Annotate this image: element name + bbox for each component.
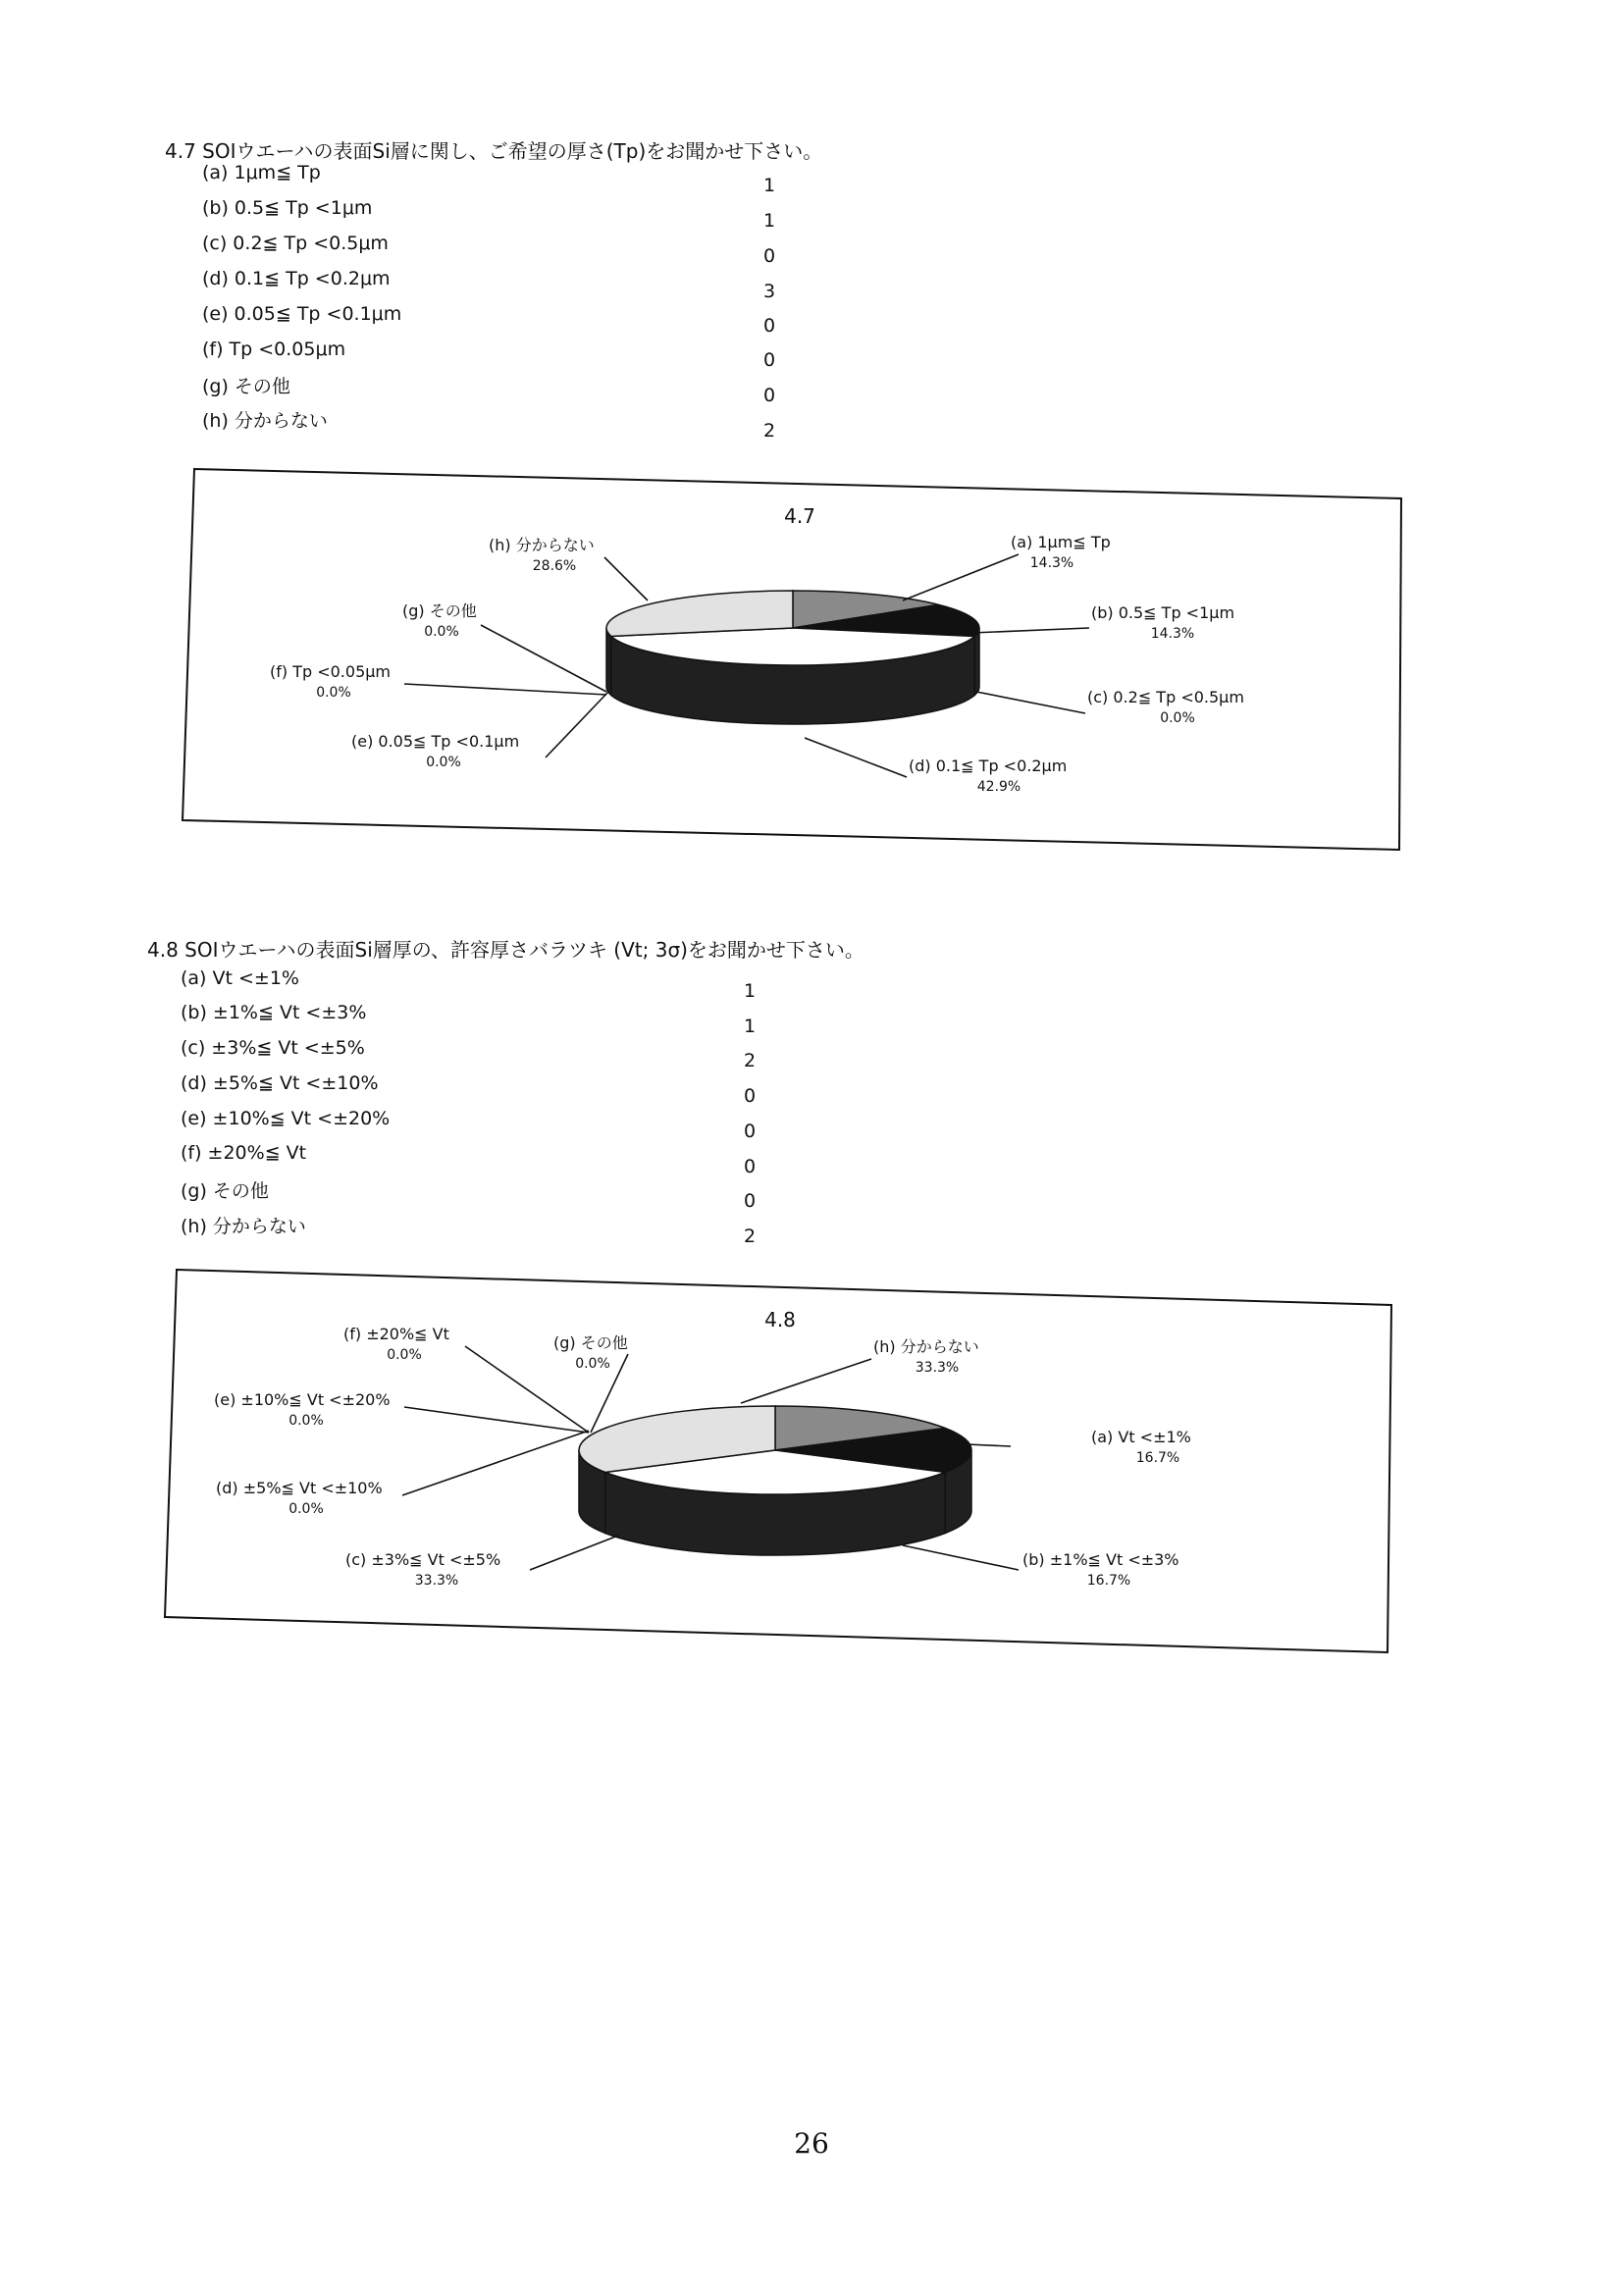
list-item: (c) 0.2≦ Tp <0.5μm [202, 233, 389, 254]
question-4-8-title: 4.8 SOIウエーハの表面Si層厚の、許容厚さバラツキ (Vt; 3σ)をお聞かせ下さい。 [147, 938, 864, 962]
list-item: (f) Tp <0.05μm [202, 339, 346, 360]
slice-percent: 0.0% [575, 1356, 610, 1372]
slice-label: (d) 0.1≦ Tp <0.2μm [909, 757, 1068, 775]
slice-label: (a) Vt <±1% [1091, 1428, 1191, 1446]
slice-percent: 0.0% [426, 755, 461, 770]
page-number: 26 [794, 2127, 829, 2160]
option-count: 0 [762, 245, 776, 267]
list-item: (b) ±1%≦ Vt <±3% [181, 1002, 367, 1023]
option-count: 0 [762, 315, 776, 337]
slice-percent: 0.0% [424, 624, 459, 640]
list-item: (f) ±20%≦ Vt [181, 1142, 307, 1164]
pie-slice-8 [606, 591, 793, 636]
slice-label: (b) ±1%≦ Vt <±3% [1022, 1550, 1179, 1569]
slice-label: (h) 分からない [489, 536, 595, 554]
option-count: 2 [743, 1050, 757, 1071]
slice-label: (f) Tp <0.05μm [270, 662, 392, 681]
slice-label: (g) その他 [402, 601, 477, 620]
option-count: 0 [743, 1121, 757, 1142]
leader-line-4 [805, 738, 907, 777]
option-count: 0 [762, 349, 776, 371]
leader-line-1 [967, 1444, 1011, 1446]
slice-percent: 33.3% [414, 1573, 459, 1589]
list-item: (g) その他 [202, 376, 290, 397]
leader-line-6 [465, 1346, 589, 1433]
leader-line-8 [604, 557, 648, 600]
slice-percent: 0.0% [1160, 710, 1195, 726]
option-count: 3 [762, 281, 776, 302]
leader-line-2 [903, 1545, 1019, 1570]
slice-label: (e) ±10%≦ Vt <±20% [214, 1390, 391, 1409]
list-item: (c) ±3%≦ Vt <±5% [181, 1037, 365, 1059]
list-item: (b) 0.5≦ Tp <1μm [202, 197, 373, 219]
option-count: 2 [762, 420, 776, 442]
list-item: (h) 分からない [202, 410, 328, 432]
leader-line-6 [404, 684, 606, 695]
option-count: 1 [743, 980, 757, 1002]
list-item: (a) 1μm≦ Tp [202, 162, 321, 183]
option-count: 1 [762, 210, 776, 232]
slice-label: (c) ±3%≦ Vt <±5% [345, 1550, 501, 1569]
question-4-7-title: 4.7 SOIウエーハの表面Si層に関し、ご希望の厚さ(Tp)をお聞かせ下さい。 [165, 139, 823, 163]
leader-line-3 [976, 692, 1085, 713]
option-count: 0 [762, 385, 776, 406]
slice-percent: 28.6% [532, 558, 577, 574]
leader-line-4 [402, 1431, 589, 1495]
leader-line-8 [741, 1359, 871, 1403]
option-count: 1 [743, 1016, 757, 1037]
leader-line-1 [903, 554, 1019, 600]
slice-percent: 0.0% [288, 1413, 324, 1429]
leader-line-3 [530, 1536, 618, 1570]
pie-side-8 [606, 628, 611, 695]
slice-percent: 14.3% [1029, 555, 1074, 571]
chart-title: 4.7 [784, 504, 815, 528]
slice-percent: 33.3% [915, 1360, 960, 1376]
slice-percent: 14.3% [1150, 626, 1195, 642]
option-count: 0 [743, 1085, 757, 1107]
chart-title: 4.8 [764, 1308, 796, 1331]
option-count: 2 [743, 1226, 757, 1247]
list-item: (g) その他 [181, 1180, 269, 1202]
slice-percent: 16.7% [1135, 1450, 1180, 1466]
slice-label: (b) 0.5≦ Tp <1μm [1091, 603, 1235, 622]
slice-label: (c) 0.2≦ Tp <0.5μm [1087, 688, 1244, 706]
slice-label: (d) ±5%≦ Vt <±10% [216, 1479, 383, 1497]
leader-line-5 [404, 1407, 589, 1433]
list-item: (h) 分からない [181, 1216, 306, 1237]
list-item: (d) 0.1≦ Tp <0.2μm [202, 268, 391, 289]
option-count: 1 [762, 175, 776, 196]
slice-label: (e) 0.05≦ Tp <0.1μm [351, 732, 520, 751]
slice-label: (a) 1μm≦ Tp [1011, 533, 1111, 551]
slice-percent: 0.0% [288, 1501, 324, 1517]
slice-percent: 16.7% [1086, 1573, 1131, 1589]
leader-line-7 [481, 625, 606, 692]
slice-label: (g) その他 [553, 1333, 628, 1352]
slice-percent: 42.9% [976, 779, 1021, 795]
option-count: 0 [743, 1190, 757, 1212]
leader-line-2 [971, 628, 1089, 633]
slice-label: (f) ±20%≦ Vt [343, 1325, 449, 1343]
list-item: (e) ±10%≦ Vt <±20% [181, 1108, 391, 1129]
list-item: (a) Vt <±1% [181, 967, 299, 989]
slice-percent: 0.0% [316, 685, 351, 701]
slice-percent: 0.0% [387, 1347, 422, 1363]
list-item: (e) 0.05≦ Tp <0.1μm [202, 303, 402, 325]
slice-label: (h) 分からない [873, 1337, 979, 1356]
list-item: (d) ±5%≦ Vt <±10% [181, 1072, 379, 1094]
option-count: 0 [743, 1156, 757, 1177]
leader-line-5 [546, 692, 608, 757]
